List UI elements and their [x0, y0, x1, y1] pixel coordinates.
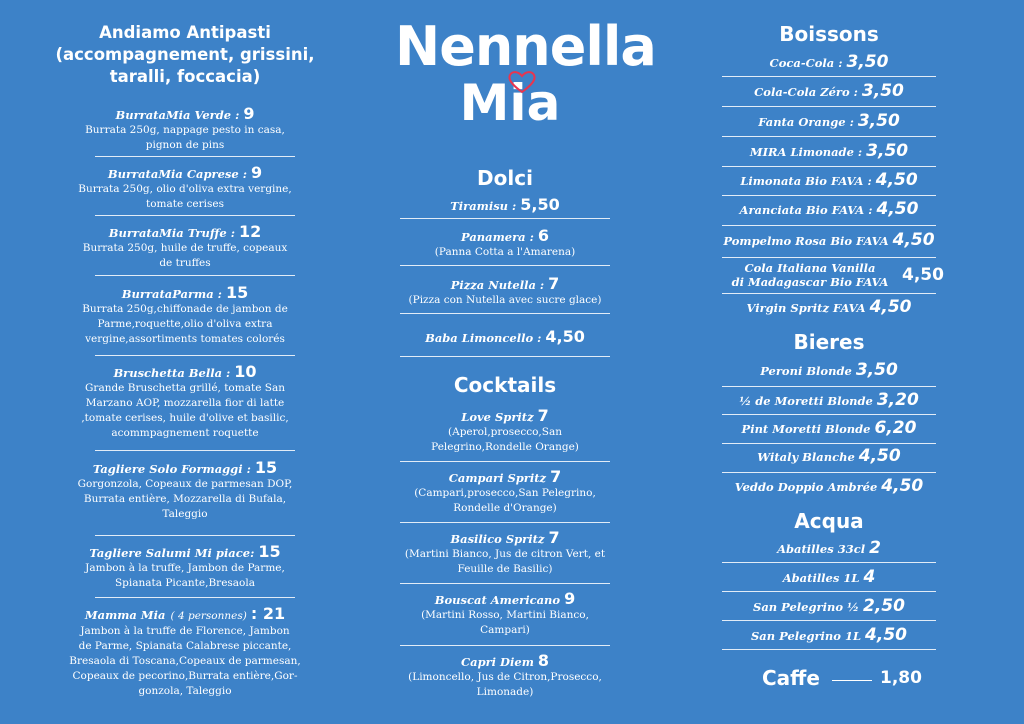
separator [400, 645, 610, 646]
separator [722, 562, 936, 563]
bieres-title: Bieres [793, 330, 865, 354]
item-price: 12 [238, 222, 262, 241]
drink-name: Coca-Cola : [769, 56, 843, 70]
item-desc [395, 547, 615, 577]
drink-price: 4,50 [892, 230, 935, 250]
desc-line: ,tomate cerises, huile d'olive et basilic, [81, 412, 289, 424]
separator [400, 218, 610, 219]
item-price: 7 [548, 274, 560, 293]
desc-line: acommpagnement roquette [111, 427, 259, 439]
menu-item [50, 163, 320, 212]
separator [95, 535, 295, 536]
antipasti-title-line: taralli, foccacia) [109, 67, 261, 86]
menu-item [395, 327, 615, 346]
drink-price: 3,50 [846, 52, 889, 72]
menu-item [50, 104, 320, 153]
separator [95, 597, 295, 598]
item-price: 8 [537, 651, 550, 670]
drink-name-line: Cola Italiana Vanilla [744, 261, 876, 275]
menu-item [395, 226, 615, 260]
drink-row [720, 390, 938, 410]
drink-name: Cola-Cola Zéro : [754, 85, 858, 99]
desc-line: Campari) [480, 624, 530, 636]
antipasti-title-line: Andiamo Antipasti [99, 23, 271, 42]
drink-row [720, 52, 938, 72]
separator [400, 522, 610, 523]
item-desc: (Pizza con Nutella avec sucre glace) [408, 294, 602, 306]
separator [722, 166, 936, 167]
drink-name: Pompelmo Rosa Bio FAVA [723, 234, 889, 248]
separator [722, 414, 936, 415]
separator [400, 265, 610, 266]
item-price: : 21 [250, 604, 286, 623]
item-price: 7 [550, 467, 562, 486]
drink-row [720, 111, 938, 131]
desc-line: Pelegrino,Rondelle Orange) [431, 441, 579, 453]
item-name: Bruschetta Bella : [113, 366, 231, 380]
desc-line: (Martini Rosso, Martini Bianco, [421, 609, 589, 621]
separator [400, 461, 610, 462]
caffe-label: Caffe [762, 666, 820, 690]
desc-line: (Limoncello, Jus de Citron,Prosecco, [408, 671, 602, 683]
desc-line: Grande Bruschetta grillé, tomate San [85, 382, 285, 394]
separator [722, 591, 936, 592]
antipasti-title-line: (accompagnement, grissini, [55, 45, 315, 64]
separator [95, 450, 295, 451]
item-price: 7 [537, 406, 549, 425]
item-desc: (Panna Cotta a l'Amarena) [434, 246, 576, 258]
drink-name: Veddo Doppio Ambrée [734, 480, 878, 494]
desc-line: Rondelle d'Orange) [453, 502, 557, 514]
desc-line: Limonade) [476, 686, 534, 698]
item-price: 6 [537, 226, 549, 245]
item-desc [50, 182, 320, 212]
menu-item [50, 283, 320, 347]
desc-line: (Martini Bianco, Jus de citron Vert, et [404, 548, 606, 560]
separator [95, 275, 295, 276]
desc-line: Parme,roquette,olio d'oliva extra [97, 318, 273, 330]
item-desc [50, 302, 320, 347]
separator [722, 106, 936, 107]
heart-icon [507, 70, 537, 94]
item-name: Pizza Nutella : [450, 278, 545, 292]
drink-price: 4,50 [902, 265, 944, 285]
desc-line: Burrata 250g, nappage pesto in casa, [85, 124, 285, 136]
item-name: Tagliere Salumi Mi piace: [89, 546, 255, 560]
drink-price: 3,50 [857, 111, 900, 131]
item-name: BurrataMia Verde : [115, 108, 240, 122]
item-price: 7 [548, 528, 560, 547]
drink-row [720, 81, 938, 101]
separator [95, 215, 295, 216]
desc-line: de Parme, Spianata Calabrese piccante, [78, 640, 292, 652]
restaurant-logo [395, 15, 656, 132]
item-name-extra: ( 4 personnes) [170, 610, 247, 622]
desc-line: Copeaux de pecorino,Burrata entière,Gor- [72, 670, 298, 682]
item-name: Bouscat Americano [434, 593, 561, 607]
item-desc [50, 123, 320, 153]
drink-price: 3,50 [866, 141, 909, 161]
separator [722, 195, 936, 196]
drink-name-line: di Madagascar Bio FAVA [731, 275, 889, 289]
drink-name: San Pelegrino ½ [753, 600, 859, 614]
desc-line: pignon de pins [145, 139, 225, 151]
drink-price: 6,20 [874, 418, 917, 438]
cocktails-title: Cocktails [453, 373, 557, 397]
item-name: Capri Diem [460, 655, 534, 669]
caffe-dash [832, 680, 872, 681]
acqua-title: Acqua [794, 509, 864, 533]
item-price: 9 [243, 104, 255, 123]
desc-line: Bresaola di Toscana,Copeaux de parmesan, [69, 655, 301, 667]
menu-item [395, 406, 615, 455]
desc-line: de truffes [159, 257, 211, 269]
item-price: 4,50 [545, 327, 585, 346]
drink-price: 2 [869, 538, 881, 558]
drink-price: 4 [863, 567, 876, 587]
item-desc [50, 477, 320, 522]
drink-name: Limonata Bio FAVA : [740, 174, 872, 188]
drink-price: 4,50 [865, 625, 907, 645]
item-name: Campari Spritz [448, 471, 547, 485]
separator [722, 225, 936, 226]
item-desc [395, 486, 615, 516]
caffe-price: 1,80 [880, 668, 922, 688]
item-desc [395, 608, 615, 638]
item-name: Panamera : [461, 230, 534, 244]
item-price: 15 [225, 283, 249, 302]
separator [400, 313, 610, 314]
desc-line: Taleggio [162, 508, 208, 520]
logo-line2-wrap [395, 76, 625, 130]
drink-row [720, 230, 938, 250]
boissons-title: Boissons [779, 22, 879, 46]
drink-row [720, 596, 938, 616]
menu-item [395, 195, 615, 214]
dolci-title: Dolci [477, 166, 533, 190]
menu-item [395, 274, 615, 308]
drink-price: 3,50 [861, 81, 904, 101]
drink-name: Pint Moretti Blonde [741, 422, 871, 436]
menu-item [50, 362, 320, 441]
item-name: Basilico Spritz [450, 532, 545, 546]
item-price: 9 [564, 589, 576, 608]
drink-row [720, 418, 938, 438]
drink-row [720, 199, 938, 219]
menu-item [395, 528, 615, 577]
desc-line: Marzano AOP, mozzarella fior di latte [85, 397, 285, 409]
drink-row [720, 259, 944, 295]
menu-item [50, 458, 320, 522]
separator [722, 386, 936, 387]
drink-name: Peroni Blonde [760, 364, 852, 378]
drink-row [720, 360, 938, 380]
drink-price: 4,50 [881, 476, 924, 496]
item-desc [50, 241, 320, 271]
menu-item [50, 604, 320, 699]
item-name: Mamma Mia [84, 608, 166, 622]
drink-row [720, 297, 938, 317]
desc-line: (Campari,prosecco,San Pelegrino, [414, 487, 596, 499]
desc-line: Feuille de Basilic) [457, 563, 553, 575]
item-price: 9 [250, 163, 263, 182]
separator [722, 293, 936, 294]
drink-name: San Pelegrino 1L [750, 629, 862, 643]
drink-row [720, 446, 938, 466]
item-name: BurrataMia Caprese : [107, 167, 247, 181]
drink-price: 4,50 [875, 170, 918, 190]
menu-item [50, 222, 320, 271]
drink-price: 3,20 [876, 390, 919, 410]
drink-row [720, 625, 938, 645]
separator [722, 620, 936, 621]
item-name: BurrataParma : [121, 287, 222, 301]
drink-row [720, 170, 938, 190]
drink-price: 3,50 [855, 360, 898, 380]
desc-line: (Aperol,prosecco,San [448, 426, 562, 438]
item-desc [395, 670, 615, 700]
desc-line: vergine,assortiments tomates colorés [85, 333, 285, 345]
item-desc [50, 381, 320, 441]
item-name: BurrataMia Truffe : [108, 226, 235, 240]
menu-item [395, 467, 615, 516]
drink-name: ½ de Moretti Blonde [739, 394, 873, 408]
item-price: 5,50 [520, 195, 560, 214]
desc-line: Burrata 250g, huile de truffe, copeaux [82, 242, 288, 254]
separator [722, 76, 936, 77]
menu-item [395, 589, 615, 638]
separator [722, 136, 936, 137]
separator [400, 583, 610, 584]
drink-row [720, 567, 938, 587]
drink-price: 4,50 [876, 199, 919, 219]
item-desc [395, 425, 615, 455]
separator [722, 443, 936, 444]
desc-line: Gorgonzola, Copeaux de parmesan DOP, [77, 478, 293, 490]
drink-name: MIRA Limonade : [749, 145, 863, 159]
drink-name: Virgin Spritz FAVA [746, 301, 866, 315]
separator [95, 355, 295, 356]
item-desc [50, 624, 320, 699]
desc-line: Burrata entière, Mozzarella di Bufala, [83, 493, 287, 505]
desc-line: Jambon à la truffe de Florence, Jambon [80, 625, 290, 637]
separator [722, 649, 936, 650]
separator [400, 356, 610, 357]
separator [722, 472, 936, 473]
logo-line2: Mia [459, 74, 561, 132]
desc-line: gonzola, Taleggio [138, 685, 232, 697]
antipasti-title [50, 22, 320, 88]
drink-price: 2,50 [863, 596, 905, 616]
drink-row [720, 538, 938, 558]
drink-name: Fanta Orange : [758, 115, 854, 129]
desc-line: Spianata Picante,Bresaola [114, 577, 255, 589]
item-desc [50, 561, 320, 591]
drink-name: Aranciata Bio FAVA : [739, 203, 873, 217]
drink-row [720, 141, 938, 161]
drink-name: Abatilles 33cl [777, 542, 866, 556]
item-name: Tagliere Solo Formaggi : [92, 462, 251, 476]
item-name: Baba Limoncello : [425, 331, 542, 345]
drink-price: 4,50 [869, 297, 912, 317]
drink-name [720, 261, 900, 289]
menu-item [395, 651, 615, 700]
desc-line: Jambon à la truffe, Jambon de Parme, [85, 562, 285, 574]
caffe-row [762, 664, 922, 694]
drink-price: 4,50 [858, 446, 901, 466]
desc-line: tomate cerises [146, 198, 224, 210]
separator [722, 257, 936, 258]
item-price: 10 [234, 362, 257, 381]
separator [95, 156, 295, 157]
desc-line: Burrata 250g, olio d'oliva extra vergine, [78, 183, 292, 195]
item-name: Tiramisu : [450, 199, 517, 213]
menu-item [50, 542, 320, 591]
drink-name: Abatilles 1L [782, 571, 860, 585]
logo-line1: Nennella [395, 15, 656, 78]
drink-name: Witaly Blanche [757, 450, 855, 464]
item-name: Love Spritz [461, 410, 534, 424]
drink-row [720, 476, 938, 496]
item-price: 15 [258, 542, 281, 561]
item-price: 15 [254, 458, 278, 477]
desc-line: Burrata 250g,chiffonade de jambon de [82, 303, 288, 315]
